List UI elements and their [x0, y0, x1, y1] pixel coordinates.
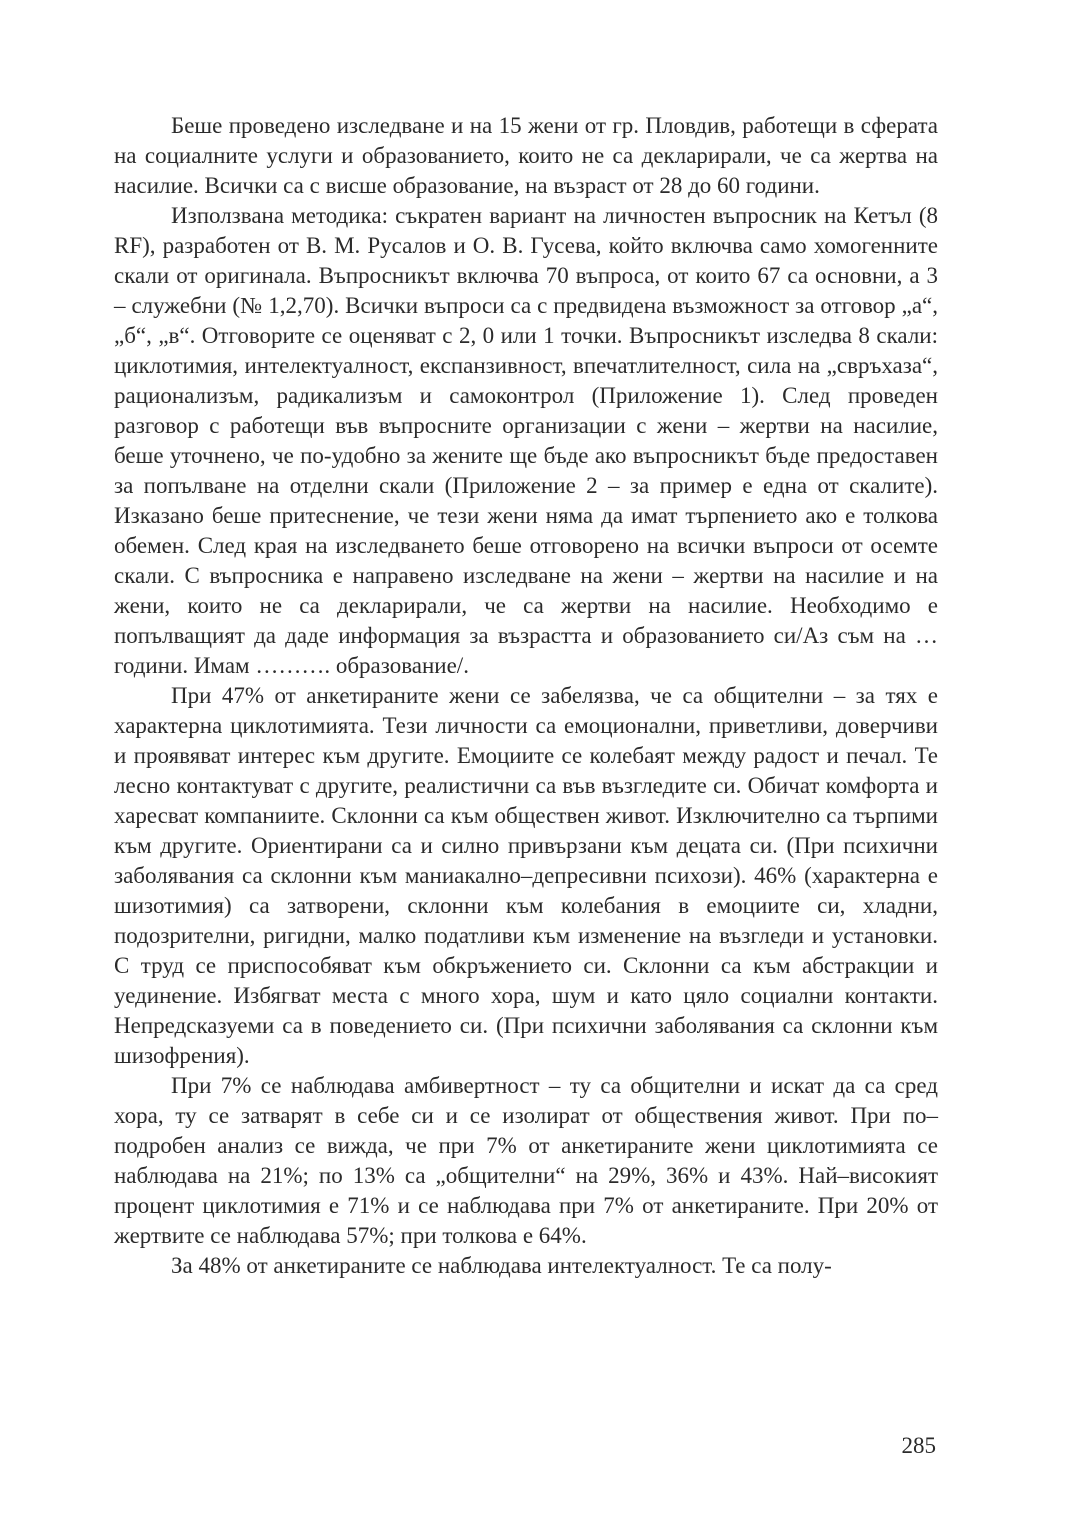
paragraph-3: При 47% от анкетираните жени се забелязва, че са общителни – за тях е характерна циклотимията. Тези личности са емоционални, приветливи, доверчиви и проявяват интерес към другите. Емоциите се колебаят между радост и печал. Те лесно контактуват с другите, реалистични са във възгледите си. Обичат комфорта и харесват компаниите. Склонни са към обществен живот. Изключително са търпими към другите. Ориентирани са и силно привързани към децата си. (При психични заболявания са склонни към маниакално–депресивни психози). 46% (характерна е шизотимия) са затворени, склонни към колебания в емоциите си, хладни, подозрителни, ригидни, малко податливи към изменение на възгледи и установки. С труд се приспособяват към обкръжението си. Склонни са към абстракции и уединение. Избягват места с много хора, шум и като цяло социални контакти. Непредсказуеми са в поведението си. (При психични заболявания са склонни към шизофрения). [114, 683, 938, 1068]
paragraph-1: Беше проведено изследване и на 15 жени от гр. Пловдив, работещи в сферата на социалните услуги и образованието, които не са декларирали, че са жертва на насилие. Всички са с висше образование, на възраст от 28 до 60 години. [114, 113, 938, 198]
paragraph-4: При 7% се наблюдава амбивертност – ту са общителни и искат да са сред хора, ту се затварят в себе си и се изолират от обществения живот. При по–подробен анализ се вижда, че при 7% от анкетираните жени циклотимията се наблюдава на 21%; по 13% са „общителни“ на 29%, 36% и 43%. Най–високият процент циклотимия е 71% и се наблюдава при 7% от анкетираните. При 20% от жертвите се наблюдава 57%; при толкова е 64%. [114, 1073, 938, 1248]
page-number: 285 [901, 1433, 936, 1458]
paragraph-5: За 48% от анкетираните се наблюдава интелектуалност. Те са полу- [171, 1253, 832, 1278]
paragraph-2: Използвана методика: съкратен вариант на личностен въпросник на Кетъл (8 RF), разработен от В. М. Русалов и О. В. Гусева, който включва само хомогенните скали от оригинала. Въпросникът включва 70 въпроса, от които 67 са основни, а 3 – служебни (№ 1,2,70). Всички въпроси са с предвидена възможност за отговор „а“, „б“, „в“. Отговорите се оценяват с 2, 0 или 1 точки. Въпросникът изследва 8 скали: циклотимия, интелектуалност, експанзивност, впечатлителност, сила на „свръхаза“, рационализъм, радикализъм и самоконтрол (Приложение 1). След проведен разговор с работещи във въпросните организации с жени – жертви на насилие, беше уточнено, че по-удобно за жените ще бъде ако въпросникът бъде предоставен за попълване на отделни скали (Приложение 2 – за пример е една от скалите). Изказано беше притеснение, че тези жени няма да имат търпението ако е толкова обемен. След края на изследването беше отговорено на всички въпроси от осемте скали. С въпросника е направено изследване на жени – жертви на насилие и на жени, които не са декларирали, че са жертви на насилие. Необходимо е попълващият да даде информация за възрастта и образованието си/Аз съм на … години. Имам ………. образование/. [114, 203, 938, 678]
body-text [114, 111, 938, 1281]
